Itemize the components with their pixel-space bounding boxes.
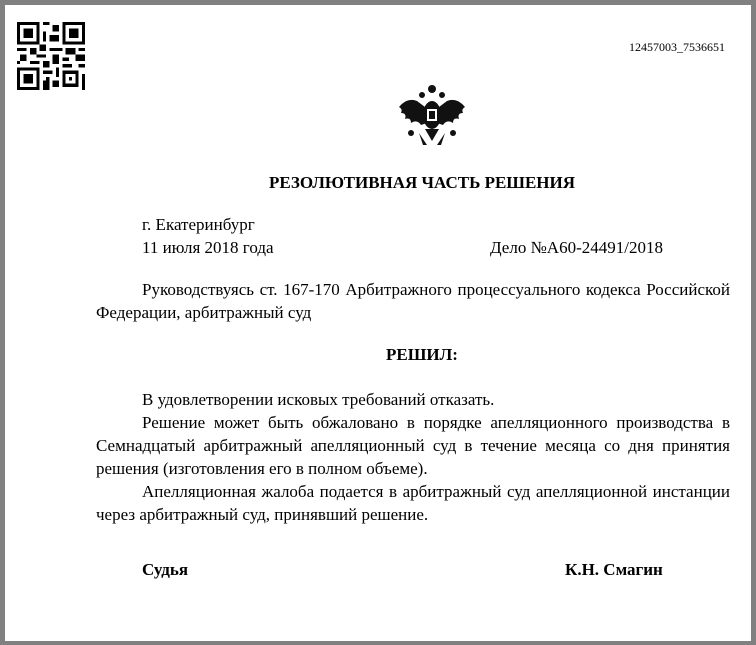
preamble-paragraph: Руководствуясь ст. 167-170 Арбитражного процессуального кодекса Российской Федерации, арбитражный суд [96, 280, 730, 322]
appeal-procedure-paragraph: Апелляционная жалоба подается в арбитражный суд апелляционной инстанции через арбитражный суд, принявший решение. [96, 482, 730, 524]
decided-heading: РЕШИЛ: [386, 345, 458, 364]
decision-paragraph: В удовлетворении исковых требований отказать. [142, 390, 495, 409]
russian-coat-of-arms-icon [397, 83, 467, 149]
case-number: Дело №А60-24491/2018 [490, 238, 663, 257]
document-page [5, 5, 751, 641]
judge-label: Судья [142, 560, 189, 579]
decision-date: 11 июля 2018 года [142, 238, 274, 257]
document-title: РЕЗОЛЮТИВНАЯ ЧАСТЬ РЕШЕНИЯ [268, 173, 576, 192]
judge-name: К.Н. Смагин [565, 560, 663, 579]
appeal-paragraph: Решение может быть обжаловано в порядке апелляционного производства в Семнадцатый арбитражный апелляционный суд в течение месяца со дня принятия решения (изготовления его в полном объеме). [96, 413, 730, 478]
city: г. Екатеринбург [142, 215, 255, 234]
qr-code-icon [17, 22, 85, 90]
document-id: 12457003_7536651 [629, 40, 725, 54]
